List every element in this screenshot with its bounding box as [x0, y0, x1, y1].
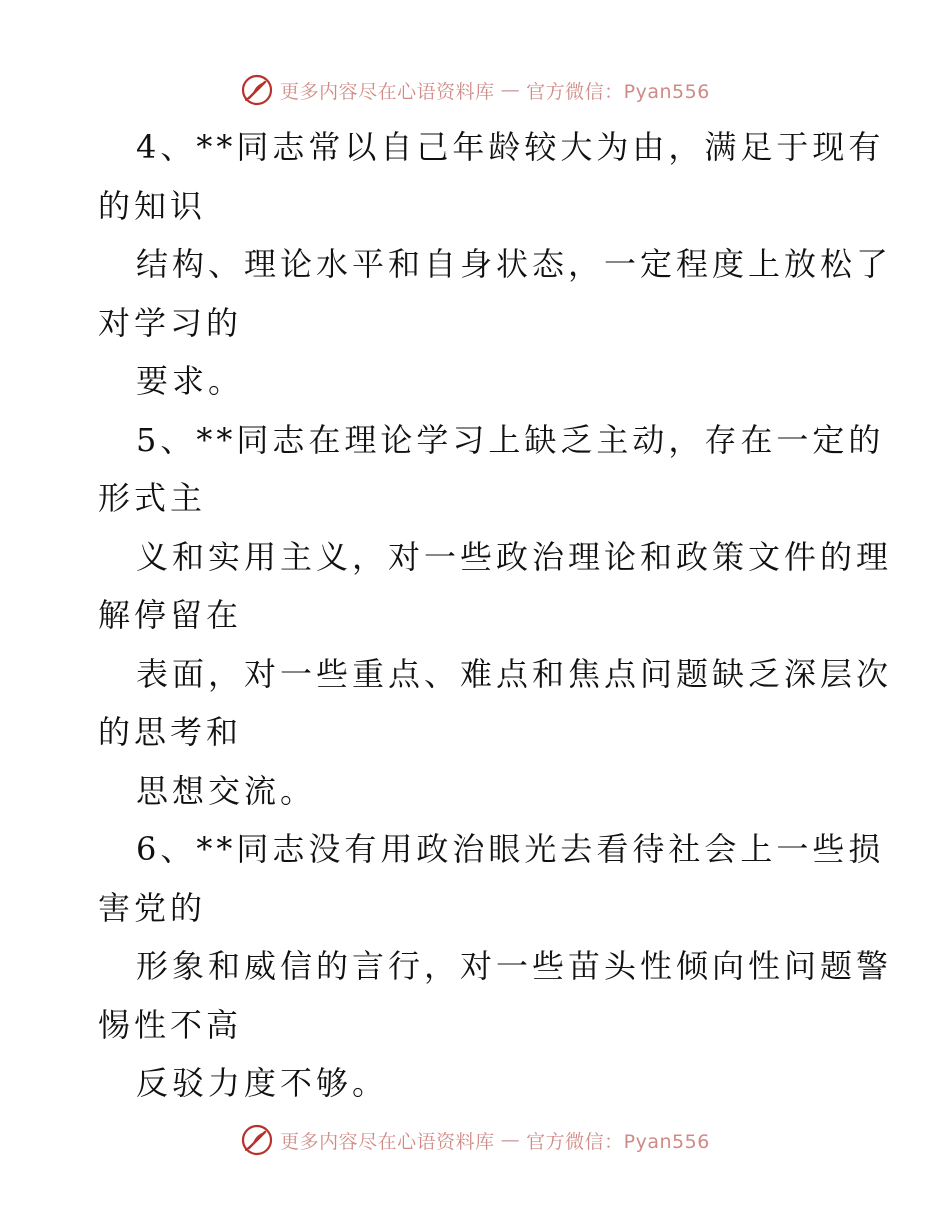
quill-logo-icon — [240, 73, 274, 107]
watermark-official: 官方微信：Pyan556 — [526, 1130, 710, 1153]
text-line: 6、**同志没有用政治眼光去看待社会上一些损 — [136, 830, 885, 868]
text-line: 害党的 — [98, 888, 207, 927]
text-line: 形式主 — [98, 479, 207, 517]
watermark-official: 官方微信：Pyan556 — [526, 80, 710, 103]
text-line: 反驳力度不够。 — [136, 1064, 389, 1102]
text-line: 的思考和 — [98, 713, 243, 751]
text-line: 要求。 — [136, 362, 245, 400]
text-line: 对学习的 — [98, 303, 243, 342]
text-line: 解停留在 — [98, 596, 243, 634]
watermark-dash: — — [500, 79, 521, 101]
text-line: 5、**同志在理论学习上缺乏主动，存在一定的 — [136, 420, 885, 459]
watermark-dash: — — [500, 1129, 521, 1151]
watermark-text: 更多内容尽在心语资料库 — [280, 80, 495, 103]
text-line: 的知识 — [98, 186, 207, 225]
text-line: 惕性不高 — [98, 1005, 243, 1044]
text-line: 义和实用主义，对一些政治理论和政策文件的理 — [136, 537, 893, 576]
text-line: 表面，对一些重点、难点和焦点问题缺乏深层次 — [136, 654, 893, 693]
header-watermark — [0, 70, 950, 110]
text-line: 形象和威信的言行，对一些苗头性倾向性问题警 — [136, 947, 893, 985]
footer-watermark — [0, 1120, 950, 1160]
watermark-text: 更多内容尽在心语资料库 — [280, 1130, 495, 1153]
quill-logo-icon — [240, 1123, 274, 1157]
text-line: 结构、理论水平和自身状态，一定程度上放松了 — [136, 245, 893, 283]
document-body — [98, 118, 893, 1113]
text-line: 4、**同志常以自己年龄较大为由，满足于现有 — [136, 128, 885, 166]
text-line: 思想交流。 — [136, 771, 317, 810]
